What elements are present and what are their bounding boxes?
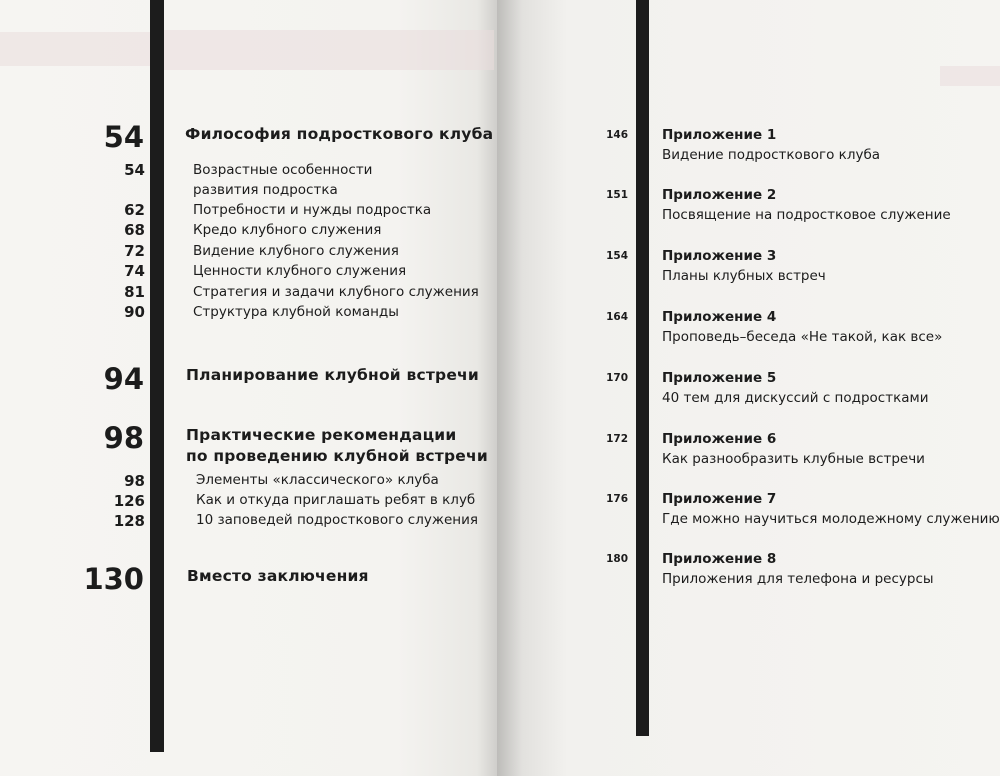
subsection-title: Как и откуда приглашать ребят в клуб [196,492,476,508]
subsection-page-number: 98 [124,472,145,490]
appendix-title: Как разнообразить клубные встречи [662,451,925,467]
appendix-label: Приложение 8 [662,551,777,567]
appendix-label: Приложение 7 [662,491,777,507]
chapter-page-number: 54 [103,120,144,154]
subsection-page-number: 126 [113,492,145,510]
subsection-page-number: 68 [124,221,145,239]
subsection-title: 10 заповедей подросткового служения [196,512,479,528]
appendix-title: Планы клубных встреч [662,268,826,284]
appendix-page-number: 164 [606,311,628,323]
subsection-page-number: 62 [124,201,145,219]
subsection-page-number: 54 [124,161,145,179]
appendix-title: 40 тем для дискуссий с подростками [662,390,929,406]
appendix-label: Приложение 3 [662,248,777,264]
appendix-label: Приложение 6 [662,431,777,447]
subsection-title: Потребности и нужды подростка [193,202,432,218]
subsection-page-number: 81 [124,283,145,301]
appendix-page-number: 154 [606,250,628,262]
appendix-page-number: 176 [606,493,628,505]
chapter-title: Практические рекомендации [186,426,457,444]
subsection-page-number: 74 [124,262,145,280]
subsection-title: Элементы «классического» клуба [196,472,439,488]
chapter-page-number: 94 [103,362,144,396]
chapter-title: Планирование клубной встречи [186,366,479,384]
appendix-label: Приложение 2 [662,187,777,203]
chapter-page-number: 130 [83,562,144,596]
subsection-page-number: 128 [113,512,145,530]
subsection-title: Видение клубного служения [193,243,399,259]
subsection-title: Ценности клубного служения [193,263,407,279]
subsection-title: Кредо клубного служения [193,222,382,238]
show-through-mark [164,30,494,70]
appendix-title: Приложения для телефона и ресурсы [662,571,934,587]
subsection-title: Возрастные особенности [193,162,373,178]
appendix-label: Приложение 5 [662,370,777,386]
chapter-page-number: 98 [103,421,144,455]
appendix-page-number: 170 [606,372,628,384]
subsection-page-number: 90 [124,303,145,321]
appendix-label: Приложение 1 [662,127,777,143]
appendix-label: Приложение 4 [662,309,777,325]
appendix-title: Проповедь–беседа «Не такой, как все» [662,329,943,345]
appendix-page-number: 180 [606,553,628,565]
chapter-title: Философия подросткового клуба [185,125,494,143]
show-through-mark [0,32,150,66]
appendix-title: Где можно научиться молодежному служению [662,511,1000,527]
appendix-page-number: 151 [606,189,628,201]
right-accent-bar [636,0,649,736]
show-through-mark [940,66,1000,86]
subsection-title: Стратегия и задачи клубного служения [193,284,479,300]
chapter-title: по проведению клубной встречи [186,447,488,465]
appendix-page-number: 172 [606,433,628,445]
appendix-title: Посвящение на подростковое служение [662,207,951,223]
appendix-page-number: 146 [606,129,628,141]
subsection-page-number: 72 [124,242,145,260]
subsection-title: Структура клубной команды [193,304,399,320]
subsection-title: развития подростка [193,182,338,198]
appendix-title: Видение подросткового клуба [662,147,881,163]
chapter-title: Вместо заключения [187,567,369,585]
